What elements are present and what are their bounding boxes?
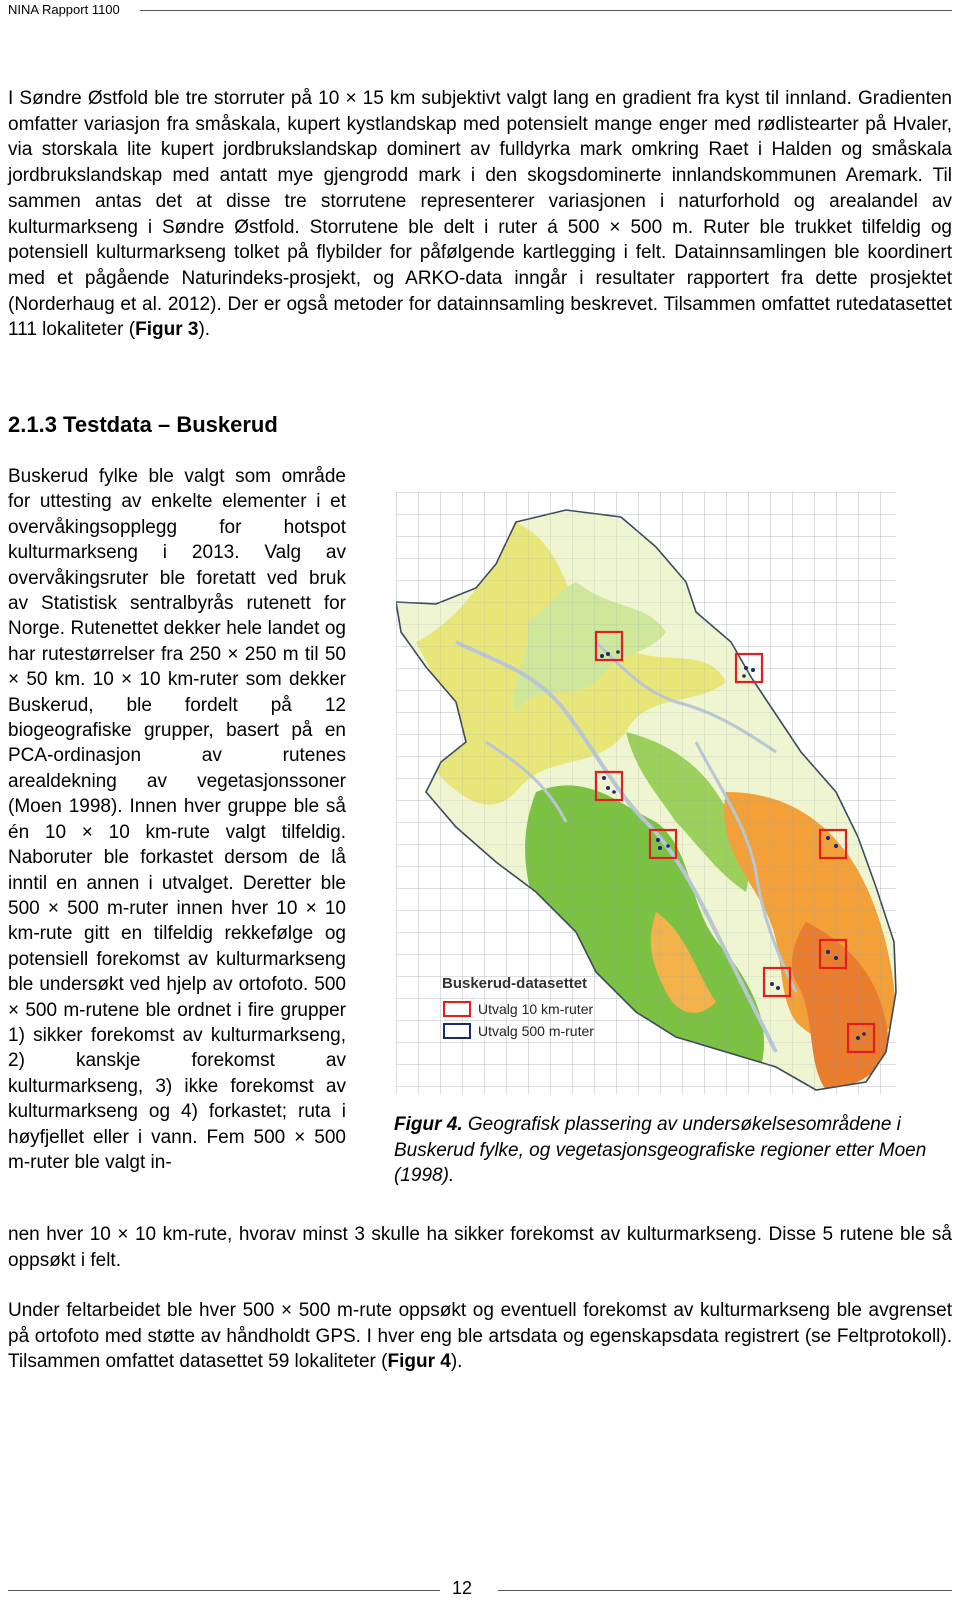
paragraph-text: Under feltarbeidet ble hver 500 × 500 m-rute oppsøkt og eventuell forekomst av kulturmarkseng ble avgrenset på ortofoto med støtte av håndholdt GPS. I hver eng ble artsdata og egenskapsdata registrert (se Feltprotokoll). Tilsammen omfattet datasettet 59 lokaliteter ( <box>8 1300 952 1373</box>
paragraph-buskerud: Buskerud fylke ble valgt som område for uttesting av enkelte elementer i et overvåkingsopplegg for hotspot kulturmarkseng i 2013. Valg av overvåkingsruter ble foretatt ved bruk av Statistisk sentralbyrås rutenett for Norge. Rutenettet dekker hele landet og har rutestørrelser fra 250 × 250 m til 50 × 50 km. 10 × 10 km-ruter som dekker Buskerud, ble fordelt på 12 biogeografiske grupper, basert på en PCA-ordinasjon av rutenes arealdekning av vegetasjonssoner (Moen 1998). Innen hver gruppe ble så én 10 × 10 km-rute valgt tilfeldig. Naboruter ble forkastet dersom de lå inntil en annen i utvalget. Deretter ble 500 × 500 m-ruter innen hver 10 × 10 km-rute gitt en tilfeldig rekkefølge og potensiell forekomst av kulturmarkseng ble undersøkt ved hjelp av ortofoto. 500 × 500 m-rutene ble ordnet i fire grupper 1) sikker forekomst av kulturmarkseng, 2) kanskje forekomst av kulturmarkseng, 3) ikke forekomst av kulturmarkseng og 4) forkastet; ruta i høyfjellet eller i vann. Fem 500 × 500 m-ruter ble valgt in- <box>8 466 346 1173</box>
header-title: NINA Rapport 1100 <box>8 2 120 17</box>
legend-red-swatch <box>444 1002 470 1016</box>
header-rule <box>140 10 952 11</box>
legend-blue-label: Utvalg 500 m-ruter <box>478 1023 594 1039</box>
figure-reference[interactable]: Figur 4 <box>387 1351 451 1373</box>
paragraph-text-end: ). <box>198 319 211 341</box>
paragraph-buskerud-continued: nen hver 10 × 10 km-rute, hvorav minst 3 skulle ha sikker forekomst av kulturmarkseng. Disse 5 rutene ble så oppsøkt i felt. <box>8 1224 952 1271</box>
figure-reference[interactable]: Figur 3 <box>135 319 199 341</box>
paragraph-text: I Søndre Østfold ble tre storruter på 10 × 15 km subjektivt valgt lang en gradient fra kyst til innland. Gradienten omfatter variasjon fra småskala, kupert kystlandskap med potensielt mange enger med rødlistearter på Hvaler, via storskala lite kupert jordbrukslandskap dominert av fulldyrka mark omkring Raet i Halden og småskala jordbrukslandskap med antatt mye gjengrodd mark i den skogsdominerte innlandskommunen Aremark. Til sammen antas det at disse tre storrutene representerer variasjonen i naturforhold og arealandel av kulturmarkseng i Søndre Østfold. Storrutene ble delt i ruter á 500 × 500 m. Ruter ble trukket tilfeldig og potensiell kulturmarkseng tolket på flybilder for påfølgende kartlegging i felt. Datainnsamlingen ble koordinert med et pågående Naturindeks-prosjekt, og ARKO-data inngår i resultater rapportert fra dette prosjektet (Norderhaug et al. 2012). Der er også metoder for datainnsamling beskrevet. Tilsammen omfattet rutedatasettet 111 lokaliteter ( <box>8 88 952 341</box>
caption-text: Geografisk plassering av undersøkelsesområdene i Buskerud fylke, og vegetasjonsgeografiske regioner etter Moen (1998). <box>394 1114 927 1186</box>
figure-caption <box>394 1112 954 1189</box>
paragraph-fieldwork <box>8 1298 952 1375</box>
caption-label: Figur 4. <box>394 1114 463 1135</box>
footer-rule-left <box>8 1590 440 1591</box>
paragraph-text-end: ). <box>450 1351 463 1373</box>
legend-blue-swatch <box>444 1024 470 1038</box>
page-number: 12 <box>452 1578 473 1598</box>
buskerud-map <box>396 492 952 1094</box>
legend-red-label: Utvalg 10 km-ruter <box>478 1001 594 1017</box>
paragraph-ostfold <box>8 86 952 343</box>
footer-rule-right <box>498 1590 952 1591</box>
legend-title: Buskerud-datasettet <box>442 975 588 992</box>
section-heading: 2.1.3 Testdata – Buskerud <box>8 412 278 437</box>
map-legend <box>442 975 594 1039</box>
